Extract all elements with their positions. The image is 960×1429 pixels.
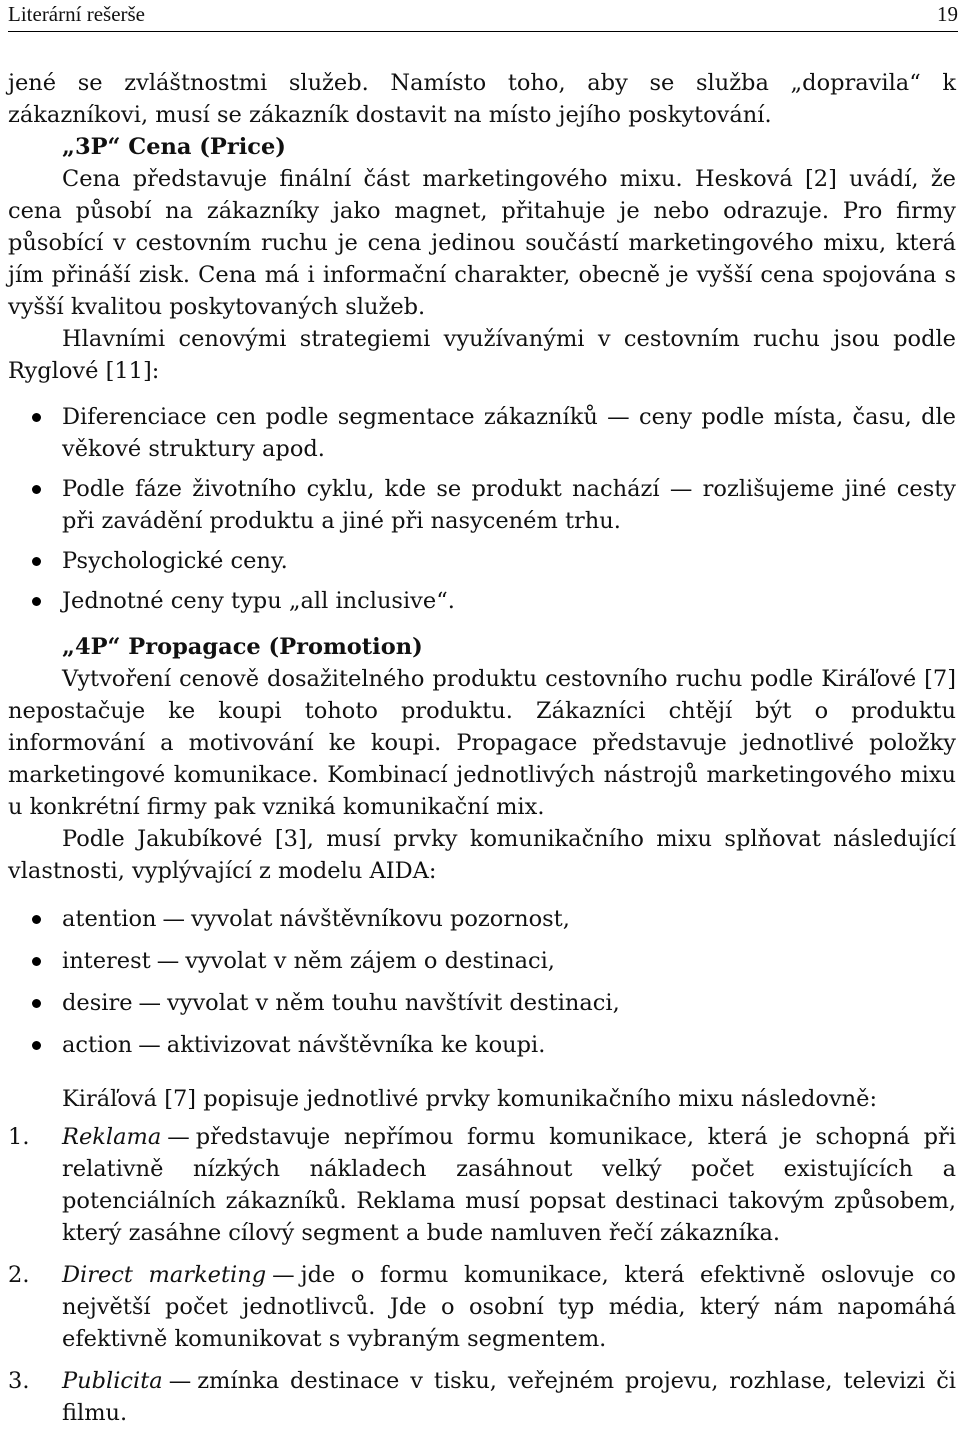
aida-term: interest: [62, 948, 151, 974]
aida-desc: vyvolat v něm touhu navštívit destinaci,: [167, 990, 620, 1016]
list-item: [8, 1121, 956, 1249]
page-body: [8, 67, 956, 1429]
item-term: Direct marketing: [62, 1262, 267, 1288]
item-number: 1.: [8, 1124, 30, 1150]
communication-mix-intro: Kiráľová [7] popisuje jednotlivé prvky komunikačního mixu následovně:: [62, 1086, 878, 1112]
dash: —: [162, 906, 186, 932]
aida-desc: vyvolat v něm zájem o destinaci,: [185, 948, 555, 974]
list-item: Podle fáze životního cyklu, kde se produkt nachází — rozlišujeme jiné cesty při zavádění produktu a jiné při nasyceném trhu.: [8, 473, 956, 537]
aida-intro: Podle Jakubíkové [3], musí prvky komunikačního mixu splňovat následující vlastnosti, vyplývající z modelu AIDA:: [8, 826, 956, 884]
continued-paragraph: jené se zvláštnostmi služeb. Namísto toho, aby se služba „dopravila“ k zákazníkovi, musí se zákazník dostavit na místo jejího poskytování.: [8, 70, 956, 128]
aida-desc: aktivizovat návštěvníka ke koupi.: [166, 1032, 546, 1058]
communication-mix-list: [8, 1121, 956, 1429]
section-heading-price: „3P“ Cena (Price): [62, 134, 286, 160]
list-item: [8, 1259, 956, 1355]
list-item: Jednotné ceny typu „all inclusive“.: [8, 585, 956, 617]
aida-term: atention: [62, 906, 157, 932]
item-term: Publicita: [62, 1368, 163, 1394]
aida-term: action: [62, 1032, 133, 1058]
list-item: [8, 903, 956, 935]
item-number: 3.: [8, 1368, 30, 1394]
dash: —: [272, 1262, 295, 1288]
section-heading-promotion: „4P“ Propagace (Promotion): [62, 634, 423, 660]
price-strategies-intro: Hlavními cenovými strategiemi využívanými v cestovním ruchu jsou podle Ryglové [11]:: [8, 326, 956, 384]
item-desc: představuje nepřímou formu komunikace, která je schopná při relativně nízkých nákladech zasáhnout velký počet existujících a potenciálních zákazníků. Reklama musí popsat destinaci takovým způsobem, který zasáhne cílový segment a bude namluven řečí zákazníka.: [62, 1124, 956, 1246]
item-desc: zmínka destinace v tisku, veřejném projevu, rozhlase, televizi či filmu.: [62, 1368, 956, 1426]
item-term: Reklama: [62, 1124, 162, 1150]
price-paragraph: Cena představuje finální část marketingového mixu. Hesková [2] uvádí, že cena působí na zákazníky jako magnet, přitahuje je nebo odrazuje. Pro firmy působící v cestovním ruchu je cena jedinou součástí marketingového mixu, která jím přináší zisk. Cena má i informační charakter, obecně je vyšší cena spojována s vyšší kvalitou poskytovaných služeb.: [8, 166, 956, 320]
price-strategies-list: [8, 401, 956, 617]
list-item: [8, 987, 956, 1019]
page-number: 19: [937, 2, 958, 26]
dash: —: [156, 948, 180, 974]
aida-desc: vyvolat návštěvníkovu pozornost,: [191, 906, 570, 932]
list-item: [8, 1029, 956, 1061]
item-desc: jde o formu komunikace, která efektivně oslovuje co největší počet jednotlivců. Jde o osobní typ média, který nám napomáhá efektivně komunikovat s vybraným segmentem.: [62, 1262, 956, 1352]
header-title: Literární rešerše: [8, 2, 146, 26]
aida-term: desire: [62, 990, 133, 1016]
item-number: 2.: [8, 1262, 30, 1288]
running-header: [8, 0, 958, 32]
list-item: [8, 945, 956, 977]
aida-list: [8, 903, 956, 1061]
list-item: [8, 1365, 956, 1429]
dash: —: [138, 990, 162, 1016]
promotion-paragraph: Vytvoření cenově dosažitelného produktu cestovního ruchu podle Kiráľové [7] nepostačuje ke koupi tohoto produktu. Zákazníci chtějí být o produktu informování a motivování ke koupi. Propagace představuje jednotlivé položky marketingové komunikace. Kombinací jednotlivých nástrojů marketingového mixu u konkrétní firmy pak vzniká komunikační mix.: [8, 666, 956, 820]
dash: —: [168, 1368, 192, 1394]
dash: —: [167, 1124, 190, 1150]
list-item: Psychologické ceny.: [8, 545, 956, 577]
dash: —: [138, 1032, 161, 1058]
list-item: Diferenciace cen podle segmentace zákazníků — ceny podle místa, času, dle věkové struktury apod.: [8, 401, 956, 465]
